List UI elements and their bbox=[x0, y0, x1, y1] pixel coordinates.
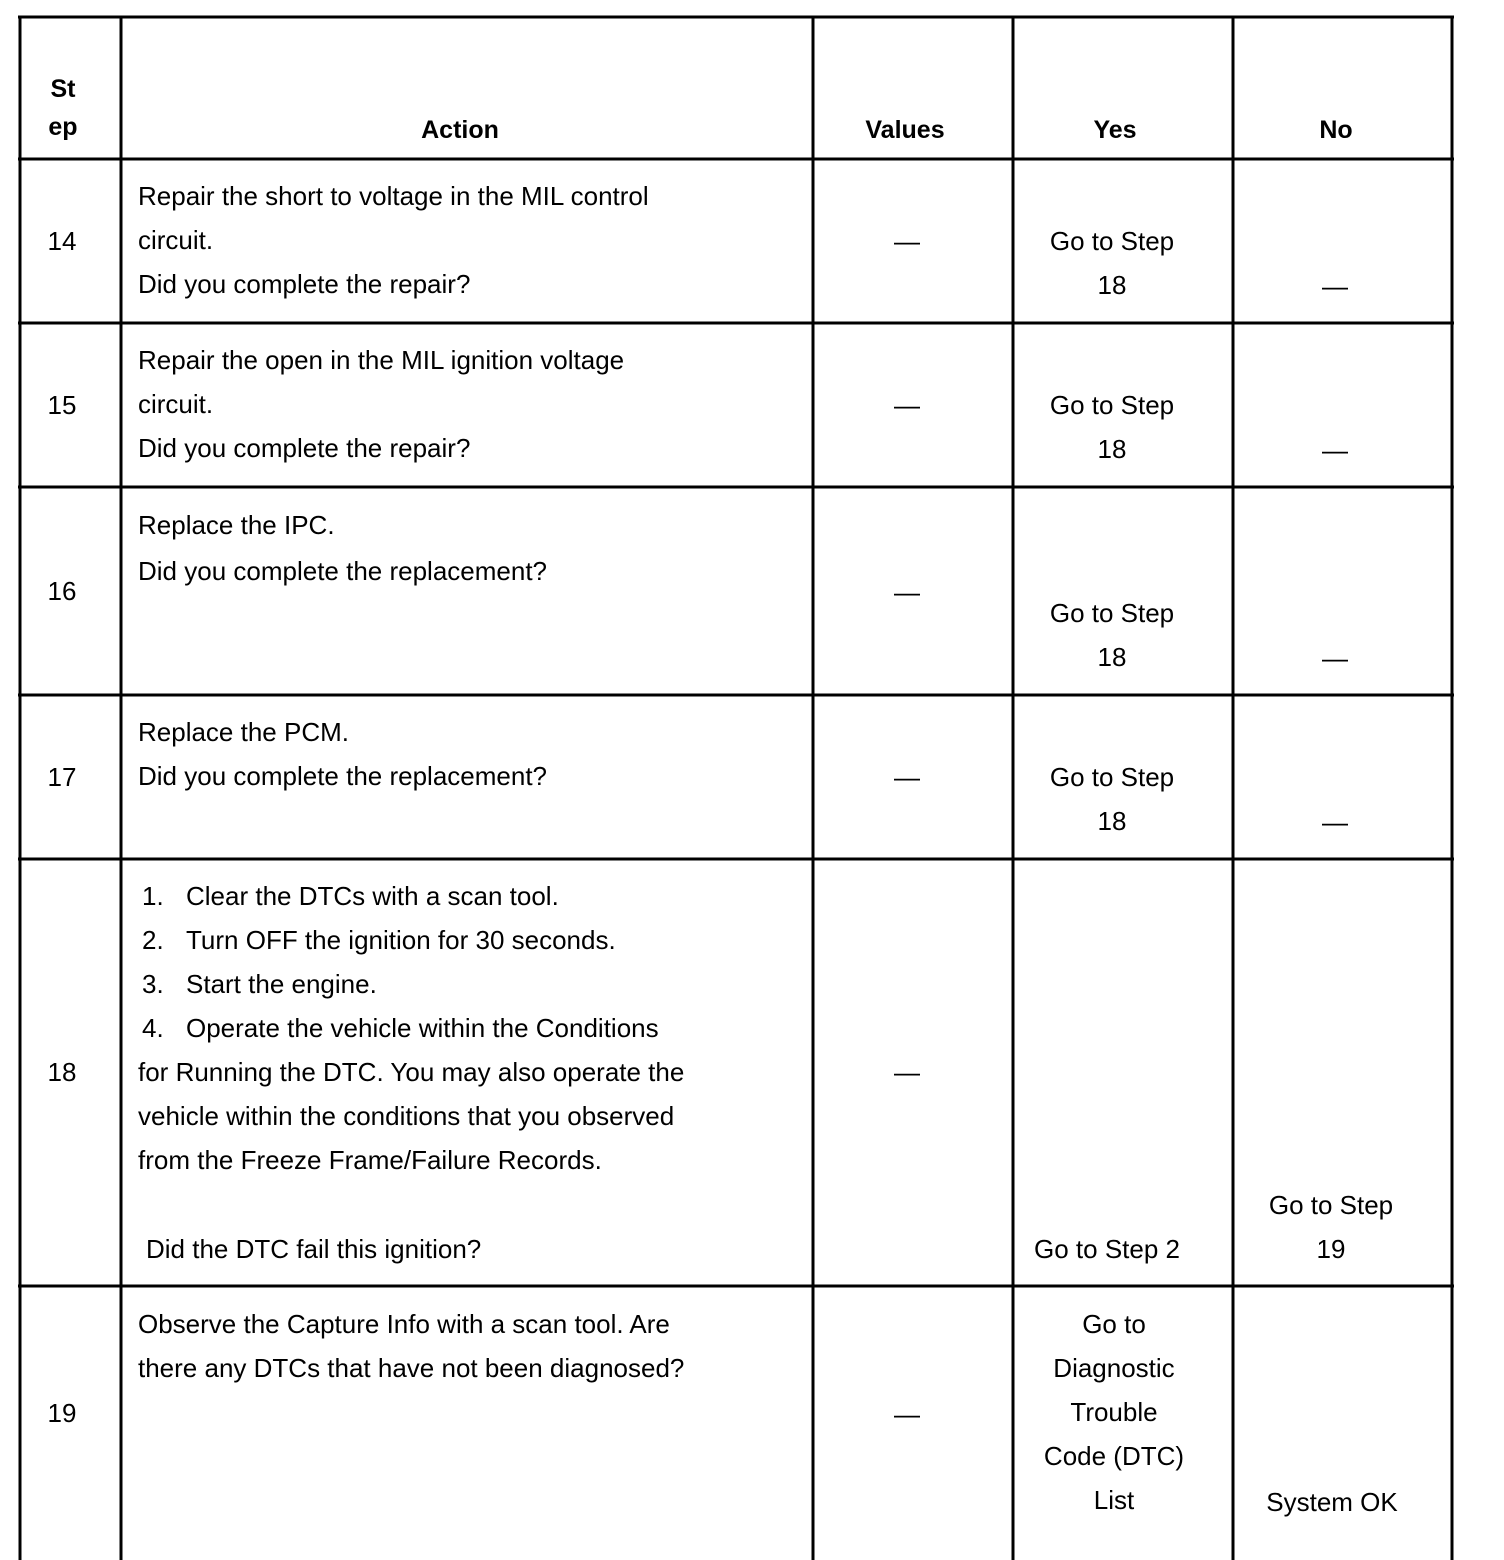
yes-cell: Go to Step 18 bbox=[1049, 598, 1175, 672]
yes-cell: Go to Diagnostic Trouble Code (DTC) List bbox=[1043, 1309, 1185, 1515]
step-number: 18 bbox=[47, 1057, 77, 1087]
step-number: 19 bbox=[47, 1398, 77, 1428]
values-cell: — bbox=[894, 226, 920, 256]
values-cell: — bbox=[894, 1057, 920, 1087]
values-cell: — bbox=[894, 1399, 920, 1429]
action-text: Replace the PCM. Did you complete the replacement? bbox=[138, 717, 548, 791]
action-text: Replace the IPC. Did you complete the replacement? bbox=[138, 510, 548, 586]
action-question: Did the DTC fail this ignition? bbox=[146, 1234, 482, 1264]
action-text: Repair the open in the MIL ignition voltage circuit. Did you complete the repair? bbox=[138, 345, 625, 463]
header-yes: Yes bbox=[1093, 116, 1137, 144]
yes-cell: Go to Step 18 bbox=[1049, 226, 1175, 300]
no-cell: System OK bbox=[1266, 1487, 1398, 1517]
list-item: 2. Turn OFF the ignition for 30 seconds. bbox=[142, 925, 616, 955]
yes-cell: Go to Step 18 bbox=[1049, 762, 1175, 836]
step-number: 16 bbox=[47, 576, 77, 606]
values-cell: — bbox=[894, 390, 920, 420]
list-item: 3. Start the engine. bbox=[142, 969, 377, 999]
header-values: Values bbox=[865, 116, 945, 144]
yes-cell: Go to Step 18 bbox=[1049, 390, 1175, 464]
values-cell: — bbox=[894, 762, 920, 792]
header-action: Action bbox=[421, 116, 499, 144]
no-cell: — bbox=[1322, 807, 1348, 837]
step-number: 17 bbox=[47, 762, 77, 792]
action-text: Observe the Capture Info with a scan tool. Are there any DTCs that have not been diagnosed? bbox=[138, 1309, 685, 1383]
no-cell: — bbox=[1322, 643, 1348, 673]
step-number: 14 bbox=[47, 226, 77, 256]
header-step: St ep bbox=[48, 75, 78, 141]
no-cell: — bbox=[1322, 435, 1348, 465]
no-cell: — bbox=[1322, 271, 1348, 301]
list-item: 1. Clear the DTCs with a scan tool. bbox=[142, 881, 559, 911]
values-cell: — bbox=[894, 577, 920, 607]
list-item: 4. Operate the vehicle within the Conditions bbox=[142, 1013, 659, 1043]
action-text: Repair the short to voltage in the MIL control circuit. Did you complete the repair? bbox=[138, 181, 649, 299]
header-no: No bbox=[1319, 116, 1353, 144]
step-number: 15 bbox=[47, 390, 77, 420]
action-list: 1. Clear the DTCs with a scan tool. 2. Turn OFF the ignition for 30 seconds. 3. Start the engine. 4. Operate the vehicle within the Conditions for Running the DTC. You may also operate the vehicle within the conditions that you observed from the Freeze Frame/Failure Records. bbox=[138, 874, 684, 1182]
yes-cell: Go to Step 2 bbox=[1034, 1234, 1180, 1264]
no-cell: Go to Step 19 bbox=[1268, 1190, 1394, 1264]
